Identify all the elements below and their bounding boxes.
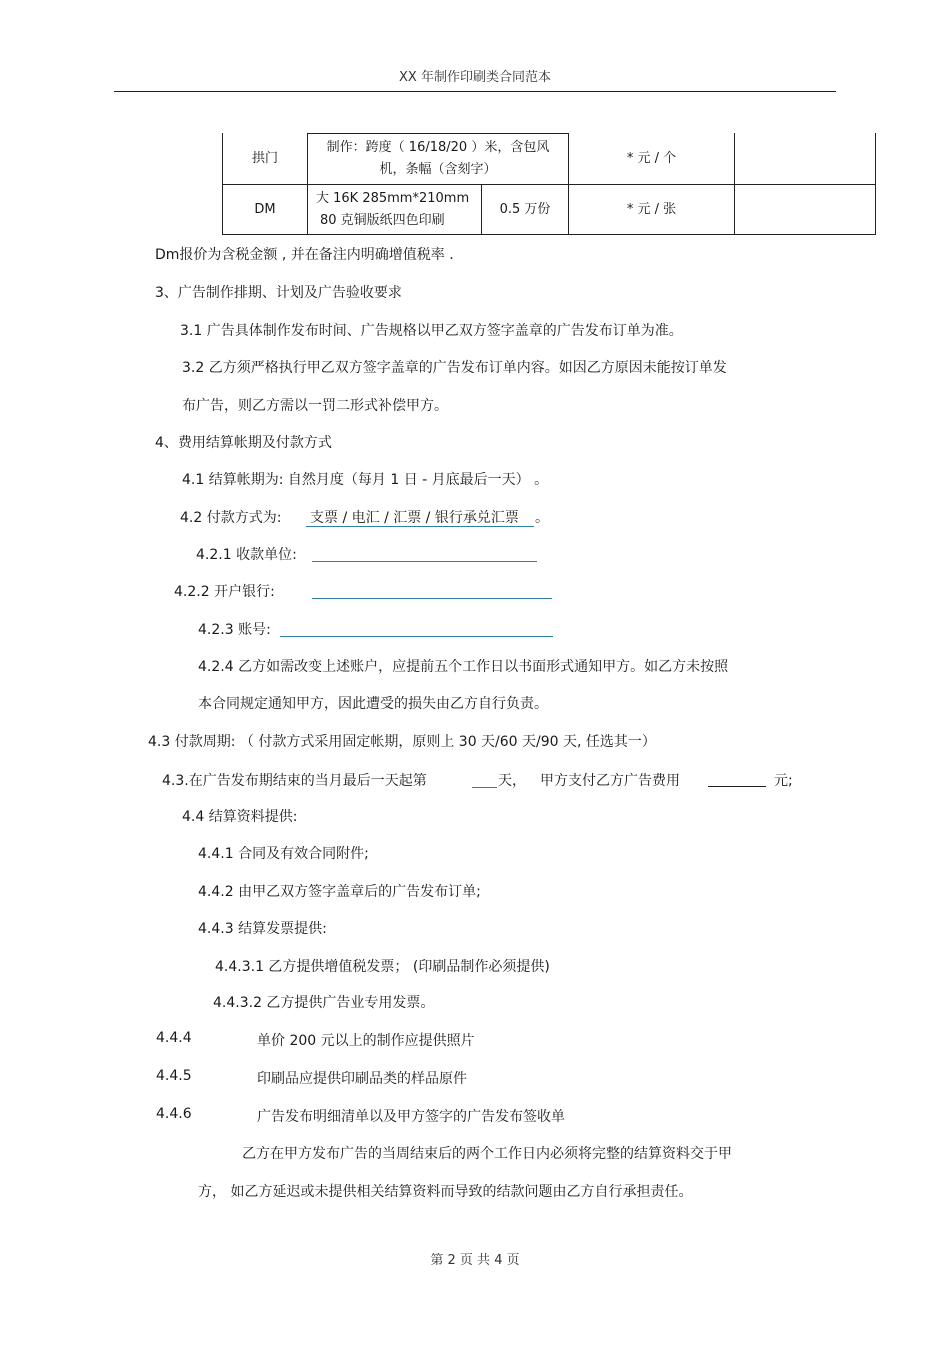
clause-4-3: 4.3 付款周期: （ 付款方式采用固定帐期，原则上 30 天/60 天/90 天, 任选其一） [148, 734, 656, 750]
clause-4-4-5-text: 印刷品应提供印刷品类的样品原件 [257, 1071, 467, 1087]
clause-4-4-3: 4.4.3 结算发票提供: [198, 921, 327, 937]
page-number: 第 2 页 共 4 页 [430, 1253, 520, 1268]
clause-4-4-4-text: 单价 200 元以上的制作应提供照片 [257, 1033, 475, 1049]
table-cell-spec-line: 制作：跨度（ 16/18/20 ）米，含包风 [326, 140, 550, 155]
clause-4-4-6-num: 4.4.6 [156, 1106, 192, 1122]
payee-field[interactable] [312, 561, 537, 562]
amount-field[interactable] [708, 786, 766, 787]
clause-4-4-6-text: 广告发布明细清单以及甲方签字的广告发布签收单 [257, 1109, 565, 1125]
table-cell-spec-line: 大 16K 285mm*210mm [316, 190, 470, 206]
table-cell-name: DM [254, 201, 276, 217]
final-paragraph: 乙方在甲方发布广告的当周结束后的两个工作日内必须将完整的结算资料交于甲 [242, 1146, 732, 1162]
dm-tax-note: Dm报价为含税金额 , 并在备注内明确增值税率 . [155, 247, 454, 263]
account-field[interactable] [280, 636, 553, 637]
clause-4-4-3-2: 4.4.3.2 乙方提供广告业专用发票。 [213, 995, 435, 1011]
table-cell-spec-line: 80 克铜版纸四色印刷 [320, 212, 445, 228]
clause-4-4-2: 4.4.2 由甲乙双方签字盖章后的广告发布订单; [198, 884, 481, 900]
table-cell-name: 拱门 [251, 151, 278, 166]
table-cell-price: * 元 / 个 [626, 151, 677, 166]
clause-4-3-x-b: 天， [498, 773, 526, 789]
bank-field[interactable] [312, 598, 552, 599]
table-cell-spec [308, 134, 568, 184]
table-cell-spec-line: 机，条幅（含刻字） [379, 162, 497, 177]
clause-4-3-x-d: 元; [774, 773, 793, 789]
clause-4-2-end: 。 [535, 510, 549, 526]
clause-4-1: 4.1 结算帐期为: 自然月度（每月 1 日 - 月底最后一天） 。 [182, 472, 549, 488]
table-cell-note [735, 185, 875, 234]
clause-4-4: 4.4 结算资料提供: [182, 809, 298, 825]
clause-4-2-2-label: 4.2.2 开户银行: [174, 584, 275, 600]
clause-4-3-x-a: 4.3.在广告发布期结束的当月最后一天起第 [162, 773, 427, 789]
section-3-heading: 3、广告制作排期、计划及广告验收要求 [155, 285, 402, 301]
clause-4-2-4: 4.2.4 乙方如需改变上述账户，应提前五个工作日以书面形式通知甲方。如乙方未按照 [198, 659, 729, 675]
table-border [222, 234, 876, 235]
clause-4-4-1: 4.4.1 合同及有效合同附件; [198, 846, 369, 862]
clause-4-4-4-num: 4.4.4 [156, 1030, 192, 1046]
clause-4-2-3-label: 4.2.3 账号: [198, 622, 271, 638]
clause-4-2-4-cont: 本合同规定通知甲方，因此遭受的损失由乙方自行负责。 [198, 696, 548, 712]
clause-4-2-label: 4.2 付款方式为: [180, 510, 282, 526]
table-cell-note [735, 134, 875, 184]
table-cell-price: * 元 / 张 [626, 201, 677, 217]
table-cell-spec [308, 185, 481, 234]
clause-4-2-1-label: 4.2.1 收款单位: [196, 547, 297, 563]
clause-4-4-3-1: 4.4.3.1 乙方提供增值税发票； (印刷品制作必须提供) [215, 959, 550, 975]
final-paragraph-cont: 方， 如乙方延迟或未提供相关结算资料而导致的结款问题由乙方自行承担责任。 [198, 1184, 693, 1200]
days-field[interactable] [472, 787, 497, 788]
clause-4-4-5-num: 4.4.5 [156, 1068, 192, 1084]
header-divider [114, 91, 836, 92]
payment-methods-underline [306, 526, 534, 527]
clause-3-2: 3.2 乙方须严格执行甲乙双方签字盖章的广告发布订单内容。如因乙方原因未能按订单发 [182, 360, 727, 376]
section-4-heading: 4、费用结算帐期及付款方式 [155, 435, 332, 451]
table-cell-qty: 0.5 万份 [499, 201, 551, 217]
page-header: XX 年制作印刷类合同范本 [399, 70, 551, 85]
clause-3-1: 3.1 广告具体制作发布时间、广告规格以甲乙双方签字盖章的广告发布订单为准。 [180, 323, 683, 339]
payment-methods: 支票 / 电汇 / 汇票 / 银行承兑汇票 [310, 510, 519, 526]
clause-4-3-x-c: 甲方支付乙方广告费用 [540, 773, 680, 789]
clause-3-2-cont: 布广告，则乙方需以一罚二形式补偿甲方。 [182, 398, 448, 414]
